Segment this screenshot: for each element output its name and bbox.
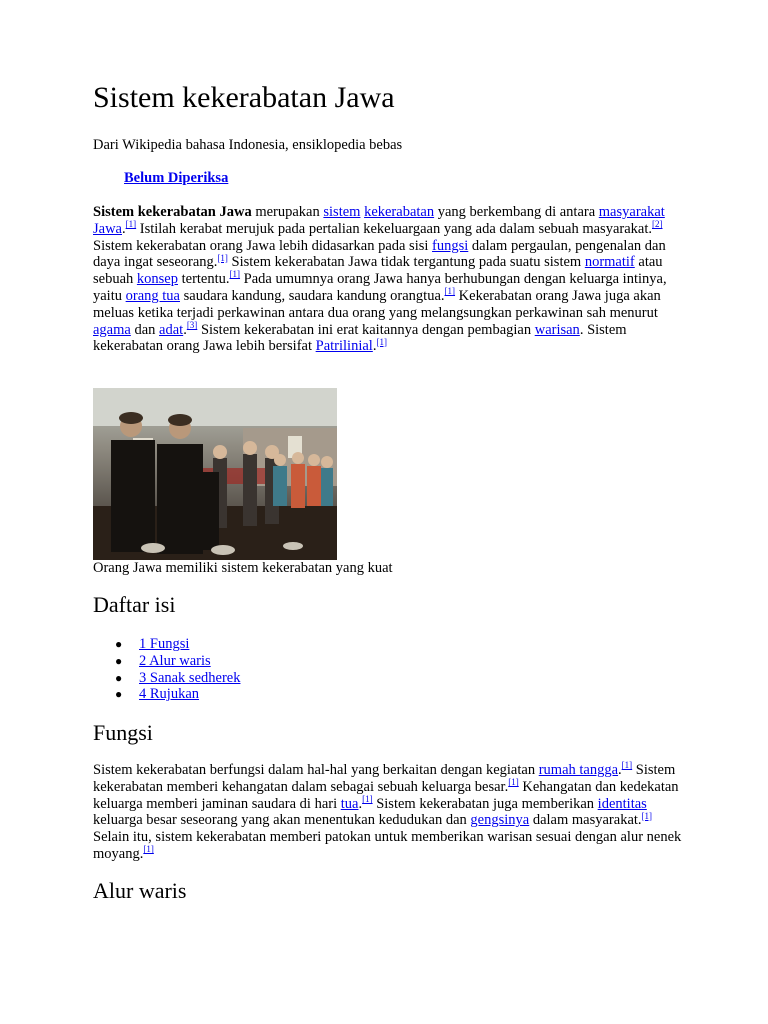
text-run: Sistem kekerabatan memberi kehangatan dalam sebagai sebuah keluarga besar. [93,762,676,795]
bullet-dot-icon: ● [115,637,123,651]
text-run: Istilah kerabat merujuk pada pertalian kekeluargaan yang ada dalam sebuah masyarakat. [136,220,652,237]
link-gengsinya[interactable]: gengsinya [470,812,530,829]
page-title: Sistem kekerabatan Jawa [93,81,395,114]
link-orang-tua[interactable]: orang tua [125,287,180,304]
link-adat[interactable]: adat [159,321,184,338]
link-sistem[interactable]: sistem [323,204,361,220]
link-konsep[interactable]: konsep [136,271,178,288]
text-run: atau sebuah [93,254,663,288]
ref-link[interactable]: [1] [641,810,653,821]
link-kekerabatan[interactable]: kekerabatan [364,204,435,220]
text-run: Sistem kekerabatan juga memberikan [372,795,598,812]
text-run: Kekerabatan orang Jawa juga akan meluas ketika terjadi perkawinan antara dua orang yang melangsungkan perkawinan sah menurut [93,287,661,321]
bullet-dot-icon: ● [115,653,123,668]
fungsi-paragraph [93,762,683,863]
text-run: Kehangatan dan kedekatan keluarga memberi jaminan saudara di hari [93,778,679,812]
text-run: dan [130,321,160,338]
text-run: . [618,762,622,778]
ref-link[interactable]: [1] [143,844,154,855]
text-run: merupakan [251,204,324,220]
text-run: Sistem kekerabatan Jawa tidak tergantung pada suatu sistem [227,254,585,271]
text-run: dalam pergaulan, pengenalan dan daya ingat seseorang. [93,237,666,271]
link-jawa[interactable]: Jawa [93,220,122,237]
photo-caption: Orang Jawa memiliki sistem kekerabatan yang kuat [93,560,393,576]
text-run: yang berkembang di antara [434,204,599,220]
toc-heading: Daftar isi [93,592,176,617]
text-run: Sistem kekerabatan ini erat kaitannya dengan pembagian [197,321,535,338]
ref-link[interactable]: [1] [229,269,241,280]
ref-link[interactable]: [1] [217,252,228,263]
toc-item [93,636,240,653]
text-run: Sistem kekerabatan berfungsi dalam hal-hal yang berkaitan dengan kegiatan [93,762,539,778]
text-run: . [122,220,126,237]
link-tua[interactable]: tua [340,795,359,812]
text-run: keluarga besar seseorang yang akan menentukan kedudukan dan [93,812,471,829]
ref-link[interactable]: [1] [125,218,137,229]
review-status-link[interactable]: Belum Diperiksa [124,170,229,186]
bold-term: Sistem kekerabatan Jawa [93,204,252,220]
text-run: tertentu. [177,271,230,288]
link-normatif[interactable]: normatif [584,254,635,271]
ref-link[interactable]: [1] [376,336,387,347]
javanese-people-photo[interactable] [93,388,337,560]
ref-link[interactable]: [2] [652,218,663,229]
text-run: Selain itu, sistem kekerabatan memberi patokan untuk memberikan warisan sesuai dengan alur nenek moyang. [93,829,682,862]
text-run: . [372,338,377,355]
text-run: saudara kandung, saudara kandung orangtua. [179,287,445,304]
text-run: Pada umumnya orang Jawa hanya berhubungan dengan keluarga intinya, yaitu [93,271,667,304]
table-of-contents [93,636,240,703]
toc-item [93,686,240,703]
link-masyarakat[interactable]: masyarakat [598,204,665,220]
toc-link-rujukan[interactable]: 4 Rujukan [139,686,200,703]
toc-item [93,670,240,687]
intro-paragraph [93,204,683,355]
toc-link-sanak-sedherek[interactable]: 3 Sanak sedherek [139,669,241,686]
section-heading-alur-waris: Alur waris [93,878,187,903]
toc-item [93,653,240,670]
ref-link[interactable]: [1] [362,793,373,804]
text-run: . [183,321,187,338]
section-heading-fungsi: Fungsi [93,720,153,745]
link-fungsi[interactable]: fungsi [432,237,469,254]
bullet-dot-icon: ● [115,687,123,702]
page-subtitle: Dari Wikipedia bahasa Indonesia, ensiklopedia bebas [93,137,403,153]
ref-link[interactable]: [1] [444,286,456,297]
text-run: dalam masyarakat. [529,812,642,829]
photo-illustration [93,388,337,560]
text-run: Sistem kekerabatan orang Jawa lebih didasarkan pada sisi [93,237,433,254]
link-warisan[interactable]: warisan [534,321,580,338]
ref-link[interactable]: [1] [621,760,633,771]
ref-link[interactable]: [3] [186,319,198,330]
toc-link-fungsi[interactable]: 1 Fungsi [139,636,190,652]
bullet-dot-icon: ● [115,670,123,685]
toc-link-alur-waris[interactable]: 2 Alur waris [139,652,211,669]
link-identitas[interactable]: identitas [597,795,647,812]
ref-link[interactable]: [1] [508,776,519,787]
link-patrilinial[interactable]: Patrilinial [315,338,373,355]
link-rumah-tangga[interactable]: rumah tangga [538,762,619,778]
text-run: . Sistem kekerabatan orang Jawa lebih bersifat [93,321,627,355]
text-run: . [358,795,363,812]
link-agama[interactable]: agama [93,321,131,338]
